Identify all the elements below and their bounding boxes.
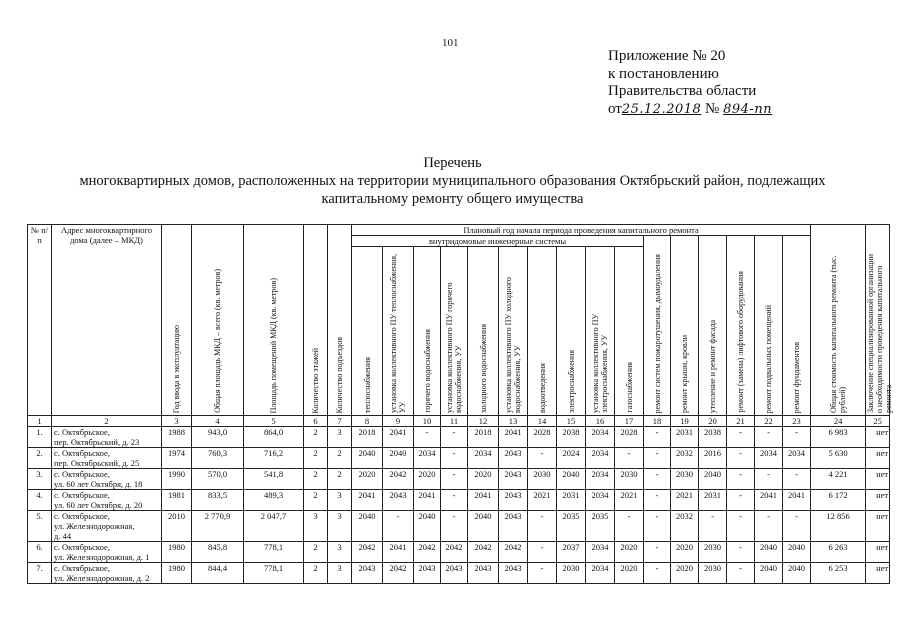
address-line: с. Октябрьское,	[54, 563, 110, 573]
document-title: Перечень	[423, 155, 482, 171]
cell-c11: -	[441, 427, 468, 448]
cell-c10: 2034	[414, 448, 441, 469]
row-address	[52, 427, 162, 448]
handwritten-date: 25.12.2018	[621, 101, 702, 117]
column-number: 19	[671, 416, 699, 427]
cell-c23: -	[783, 511, 811, 542]
cell-c23: 2041	[783, 490, 811, 511]
cell-c18: -	[644, 563, 671, 584]
column-number: 11	[441, 416, 468, 427]
cell-c14: -	[528, 511, 557, 542]
cell-c21: -	[727, 448, 755, 469]
address-line: ул. Железнодорожная, д. 2	[54, 573, 150, 583]
page-number: 101	[442, 37, 459, 49]
cell-premises: 489,3	[244, 490, 304, 511]
cell-c13: 2042	[499, 542, 528, 563]
header-conclusion: Заключение специализированной организации о необходимости проведения капитального ремонта	[866, 225, 890, 416]
cell-c8: 2040	[352, 511, 383, 542]
header-gas: газоснабжения	[615, 247, 644, 416]
cell-c22: 2034	[755, 448, 783, 469]
column-number: 21	[727, 416, 755, 427]
cell-c10: 2042	[414, 542, 441, 563]
cell-c12: 2041	[468, 490, 499, 511]
cell-floors: 2	[304, 469, 328, 490]
address-line: пер. Октябрьский, д. 25	[54, 458, 140, 468]
address-line: с. Октябрьское,	[54, 427, 110, 437]
cell-c15: 2035	[557, 511, 586, 542]
cell-c8: 2041	[352, 490, 383, 511]
cell-c9: 2043	[383, 490, 414, 511]
column-numbers-row	[28, 416, 890, 427]
row-address	[52, 511, 162, 542]
cell-c15: 2024	[557, 448, 586, 469]
table-row	[28, 511, 890, 542]
cell-cost: 4 221	[811, 469, 866, 490]
cell-c8: 2020	[352, 469, 383, 490]
cell-c13: 2043	[499, 469, 528, 490]
cell-c22: 2041	[755, 490, 783, 511]
table-body	[28, 427, 890, 584]
cell-year: 1981	[162, 490, 192, 511]
cell-concl: нет	[866, 490, 890, 511]
column-number: 15	[557, 416, 586, 427]
cell-total: 844,4	[192, 563, 244, 584]
cell-year: 1974	[162, 448, 192, 469]
cell-entr: 2	[328, 469, 352, 490]
header-electric-meter: установка коллективного ПУ электроснабжения, УУ	[586, 247, 615, 416]
cell-c20: 2030	[699, 542, 727, 563]
cell-c22: -	[755, 511, 783, 542]
row-address	[52, 448, 162, 469]
cell-year: 1990	[162, 469, 192, 490]
cell-c21: -	[727, 469, 755, 490]
cell-premises: 2 047,7	[244, 511, 304, 542]
cell-c23: -	[783, 427, 811, 448]
header-engineering-systems: внутридомовые инженерные системы	[352, 236, 644, 247]
cell-c18: -	[644, 469, 671, 490]
cell-c10: 2043	[414, 563, 441, 584]
cell-c23: -	[783, 469, 811, 490]
document-subtitle-line-1: многоквартирных домов, расположенных на территории муниципального образования Октябрьский район, подлежащих	[79, 173, 826, 189]
cell-c18: -	[644, 511, 671, 542]
document-subtitle-line-2: капитальному ремонту общего имущества	[321, 191, 584, 207]
cell-c10: 2041	[414, 490, 441, 511]
cell-c15: 2038	[557, 427, 586, 448]
row-address	[52, 469, 162, 490]
header-roof: ремонт крыши, кровли	[671, 236, 699, 416]
table-row	[28, 448, 890, 469]
cell-premises: 541,8	[244, 469, 304, 490]
column-number: 2	[52, 416, 162, 427]
column-number: 4	[192, 416, 244, 427]
cell-c17: 2020	[615, 563, 644, 584]
address-line: ул. Железнодорожная,	[54, 521, 135, 531]
header-facade: утепление и ремонт фасада	[699, 236, 727, 416]
header-heat: теплоснабжения	[352, 247, 383, 416]
cell-c19: 2031	[671, 427, 699, 448]
table-row	[28, 563, 890, 584]
row-number: 4.	[28, 490, 52, 511]
row-number: 7.	[28, 563, 52, 584]
cell-floors: 3	[304, 511, 328, 542]
cell-c13: 2043	[499, 563, 528, 584]
cell-c16: 2034	[586, 542, 615, 563]
cell-c20: 2038	[699, 427, 727, 448]
cell-cost: 6 263	[811, 542, 866, 563]
cell-concl: нет	[866, 427, 890, 448]
cell-entr: 3	[328, 542, 352, 563]
houses-table	[27, 224, 894, 584]
cell-c19: 2032	[671, 511, 699, 542]
cell-cost: 6 172	[811, 490, 866, 511]
row-address	[52, 490, 162, 511]
cell-premises: 864,0	[244, 427, 304, 448]
cell-c23: 2040	[783, 563, 811, 584]
cell-c21: -	[727, 490, 755, 511]
cell-c9: 2042	[383, 469, 414, 490]
header-premises-area: Площадь помещений МКД (кв. метров)	[244, 225, 304, 416]
cell-c21: -	[727, 511, 755, 542]
cell-c21: -	[727, 563, 755, 584]
cell-c18: -	[644, 542, 671, 563]
cell-concl: нет	[866, 542, 890, 563]
cell-c11: 2043	[441, 563, 468, 584]
column-number: 6	[304, 416, 328, 427]
header-cold-meter: установка коллективного ПУ холодного водоснабжения, УУ	[499, 247, 528, 416]
column-number: 23	[783, 416, 811, 427]
cell-floors: 2	[304, 448, 328, 469]
address-line: с. Октябрьское,	[54, 511, 110, 521]
cell-c23: 2034	[783, 448, 811, 469]
cell-entr: 3	[328, 563, 352, 584]
cell-c22: 2040	[755, 563, 783, 584]
cell-total: 943,0	[192, 427, 244, 448]
header-entrances: Количество подъездов	[328, 225, 352, 416]
cell-c16: 2034	[586, 490, 615, 511]
cell-c14: 2030	[528, 469, 557, 490]
row-number: 1.	[28, 427, 52, 448]
cell-floors: 2	[304, 542, 328, 563]
cell-c16: 2034	[586, 563, 615, 584]
column-number: 8	[352, 416, 383, 427]
address-line: с. Октябрьское,	[54, 448, 110, 458]
cell-c16: 2035	[586, 511, 615, 542]
cell-c15: 2030	[557, 563, 586, 584]
cell-entr: 2	[328, 448, 352, 469]
appendix-line-2: к постановлению	[608, 65, 719, 82]
header-floors: Количество этажей	[304, 225, 328, 416]
row-number: 2.	[28, 448, 52, 469]
row-number: 6.	[28, 542, 52, 563]
address-line: с. Октябрьское,	[54, 490, 110, 500]
cell-c18: -	[644, 448, 671, 469]
cell-c14: 2028	[528, 427, 557, 448]
cell-c8: 2043	[352, 563, 383, 584]
cell-premises: 778,1	[244, 542, 304, 563]
column-number: 22	[755, 416, 783, 427]
number-prefix: №	[705, 100, 720, 117]
appendix-line-1: Приложение № 20	[608, 48, 726, 64]
cell-year: 1980	[162, 563, 192, 584]
cell-total: 2 770,9	[192, 511, 244, 542]
cell-c14: -	[528, 542, 557, 563]
cell-premises: 716,2	[244, 448, 304, 469]
cell-c10: -	[414, 427, 441, 448]
cell-c12: 2043	[468, 563, 499, 584]
row-number: 3.	[28, 469, 52, 490]
header-lift: ремонт (замена) лифтового оборудования	[727, 236, 755, 416]
cell-c20: 2031	[699, 490, 727, 511]
address-line: ул. 60 лет Октября, д. 18	[54, 479, 143, 489]
header-drainage: водоотведения	[528, 247, 557, 416]
cell-c9: 2042	[383, 563, 414, 584]
cell-c20: 2030	[699, 563, 727, 584]
cell-c15: 2040	[557, 469, 586, 490]
cell-entr: 3	[328, 427, 352, 448]
header-electric: электроснабжения	[557, 247, 586, 416]
address-line: ул. Железнодорожная, д. 1	[54, 552, 150, 562]
cell-concl: нет	[866, 448, 890, 469]
header-plan-year: Плановый год начала периода проведения капитального ремонта	[352, 225, 811, 236]
cell-c19: 2020	[671, 542, 699, 563]
cell-total: 833,5	[192, 490, 244, 511]
cell-c21: -	[727, 542, 755, 563]
cell-c9: 2040	[383, 448, 414, 469]
header-heat-meter: установка коллективного ПУ теплоснабжения, УУ	[383, 247, 414, 416]
cell-c9: -	[383, 511, 414, 542]
cell-c12: 2020	[468, 469, 499, 490]
cell-c9: 2041	[383, 542, 414, 563]
cell-c23: 2040	[783, 542, 811, 563]
header-hot-meter: установка коллективного ПУ горячего водоснабжения, УУ	[441, 247, 468, 416]
cell-year: 1980	[162, 542, 192, 563]
cell-concl: нет	[866, 511, 890, 542]
cell-c9: 2041	[383, 427, 414, 448]
table-row	[28, 542, 890, 563]
cell-cost: 6 983	[811, 427, 866, 448]
cell-c8: 2040	[352, 448, 383, 469]
cell-c20: 2040	[699, 469, 727, 490]
address-line: пер. Октябрьский, д. 23	[54, 437, 140, 447]
header-basement: ремонт подвальных помещений	[755, 236, 783, 416]
column-number: 24	[811, 416, 866, 427]
cell-c19: 2021	[671, 490, 699, 511]
header-cold-water: холодного водоснабжения	[468, 247, 499, 416]
cell-premises: 778,1	[244, 563, 304, 584]
column-number: 3	[162, 416, 192, 427]
cell-cost: 5 630	[811, 448, 866, 469]
address-line: с. Октябрьское,	[54, 542, 110, 552]
cell-c14: 2021	[528, 490, 557, 511]
cell-c12: 2018	[468, 427, 499, 448]
column-number: 16	[586, 416, 615, 427]
cell-c11: -	[441, 511, 468, 542]
cell-c19: 2030	[671, 469, 699, 490]
date-prefix: от	[608, 100, 622, 117]
cell-c13: 2041	[499, 427, 528, 448]
row-address	[52, 542, 162, 563]
cell-total: 845,8	[192, 542, 244, 563]
cell-c22: 2040	[755, 542, 783, 563]
cell-c16: 2034	[586, 427, 615, 448]
cell-c11: -	[441, 490, 468, 511]
cell-c17: 2021	[615, 490, 644, 511]
cell-c10: 2040	[414, 511, 441, 542]
cell-c17: -	[615, 511, 644, 542]
cell-c13: 2043	[499, 511, 528, 542]
cell-c19: 2020	[671, 563, 699, 584]
cell-floors: 2	[304, 427, 328, 448]
cell-year: 2010	[162, 511, 192, 542]
cell-c11: -	[441, 448, 468, 469]
header-hot-water: горячего водоснабжения	[414, 247, 441, 416]
cell-year: 1988	[162, 427, 192, 448]
column-number: 13	[499, 416, 528, 427]
appendix-block	[608, 48, 772, 118]
cell-c12: 2042	[468, 542, 499, 563]
header-foundation: ремонт фундаментов	[783, 236, 811, 416]
address-line: ул. 60 лет Октября, д. 20	[54, 500, 143, 510]
table-row	[28, 427, 890, 448]
cell-c16: 2034	[586, 469, 615, 490]
cell-c14: -	[528, 448, 557, 469]
cell-c16: 2034	[586, 448, 615, 469]
cell-entr: 3	[328, 490, 352, 511]
column-number: 10	[414, 416, 441, 427]
cell-c13: 2043	[499, 448, 528, 469]
cell-total: 760,3	[192, 448, 244, 469]
cell-concl: нет	[866, 563, 890, 584]
cell-c14: -	[528, 563, 557, 584]
table-row	[28, 490, 890, 511]
cell-c21: -	[727, 427, 755, 448]
cell-c10: 2020	[414, 469, 441, 490]
handwritten-number: 894-пп	[723, 101, 773, 117]
cell-cost: 6 253	[811, 563, 866, 584]
cell-c18: -	[644, 427, 671, 448]
cell-c15: 2031	[557, 490, 586, 511]
header-year: Год ввода в эксплуатацию	[162, 225, 192, 416]
row-address	[52, 563, 162, 584]
cell-c18: -	[644, 490, 671, 511]
cell-total: 570,0	[192, 469, 244, 490]
cell-cost: 12 856	[811, 511, 866, 542]
column-number: 17	[615, 416, 644, 427]
column-number: 5	[244, 416, 304, 427]
cell-c13: 2043	[499, 490, 528, 511]
header-total-area: Общая площадь МКД – всего (кв. метров)	[192, 225, 244, 416]
address-line: с. Октябрьское,	[54, 469, 110, 479]
cell-floors: 2	[304, 490, 328, 511]
cell-c12: 2034	[468, 448, 499, 469]
address-line: д. 44	[54, 531, 72, 541]
cell-c8: 2042	[352, 542, 383, 563]
appendix-date-line	[608, 101, 772, 119]
cell-floors: 2	[304, 563, 328, 584]
cell-c19: 2032	[671, 448, 699, 469]
header-no: № п/п	[28, 225, 52, 416]
column-number: 7	[328, 416, 352, 427]
table-row	[28, 469, 890, 490]
cell-c8: 2018	[352, 427, 383, 448]
cell-c20: 2016	[699, 448, 727, 469]
cell-c20: -	[699, 511, 727, 542]
cell-c12: 2040	[468, 511, 499, 542]
cell-c17: 2020	[615, 542, 644, 563]
appendix-line-3: Правительства области	[608, 83, 757, 99]
cell-entr: 3	[328, 511, 352, 542]
row-number: 5.	[28, 511, 52, 542]
header-address: Адрес многоквартирного дома (далее – МКД)	[52, 225, 162, 416]
column-number: 25	[866, 416, 890, 427]
column-number: 9	[383, 416, 414, 427]
column-number: 14	[528, 416, 557, 427]
cell-c17: 2030	[615, 469, 644, 490]
column-number: 18	[644, 416, 671, 427]
cell-c17: -	[615, 448, 644, 469]
cell-concl: нет	[866, 469, 890, 490]
header-cost: Общая стоимость капитального ремонта (тыс. рублей)	[811, 225, 866, 416]
cell-c22: -	[755, 469, 783, 490]
column-number: 1	[28, 416, 52, 427]
cell-c11: -	[441, 469, 468, 490]
cell-c17: 2028	[615, 427, 644, 448]
cell-c22: -	[755, 427, 783, 448]
cell-c11: 2042	[441, 542, 468, 563]
column-number: 20	[699, 416, 727, 427]
column-number: 12	[468, 416, 499, 427]
cell-c15: 2037	[557, 542, 586, 563]
header-fire: ремонт систем пожаротушения, дымоудаления	[644, 236, 671, 416]
